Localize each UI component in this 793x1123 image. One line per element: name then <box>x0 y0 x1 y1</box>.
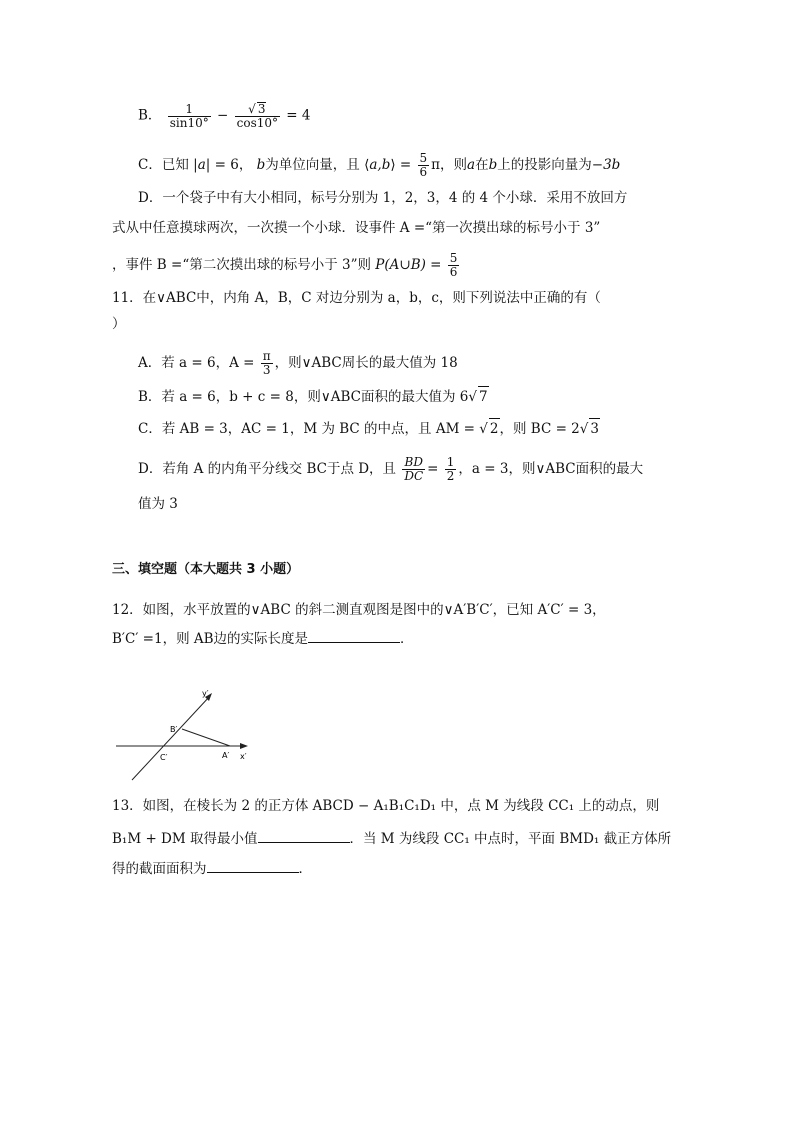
text: ． <box>298 861 312 877</box>
label-x-prime: x′ <box>240 752 247 761</box>
q11-option-a <box>138 350 458 377</box>
text: 上的投影向量为 <box>497 157 592 173</box>
q12-stem-line2 <box>112 628 414 649</box>
q13-stem-line1: 13．如图，在棱长为 2 的正方体 ABCD − A₁B₁C₁D₁ 中，点 M 为线段 CC₁ 上的动点，则 <box>112 798 660 814</box>
q11-option-d-line2: 值为 3 <box>138 496 178 512</box>
equals: = <box>427 461 439 477</box>
projection-vector: −3b <box>591 157 621 173</box>
y-prime-axis <box>132 696 210 780</box>
sqrt-radicand: 3 <box>257 102 266 116</box>
answer-blank[interactable] <box>308 628 400 643</box>
q11-stem-line1: 11．在∨ABC中，内角 A，B，C 对边分别为 a，b，c，则下列说法中正确的有（ <box>112 290 601 306</box>
text: 得的截面面积为 <box>112 861 207 877</box>
equals: = <box>399 157 412 173</box>
text: ，事件 B =“第二次摸出球的标号小于 3”则 <box>112 257 371 273</box>
answer-blank[interactable] <box>258 828 350 843</box>
text: B₁M + DM 取得最小值 <box>112 831 258 847</box>
text: ． <box>400 631 414 647</box>
numerator: 1 <box>446 455 455 469</box>
equation-rhs: = 4 <box>286 107 311 124</box>
label-c-prime: C′ <box>160 753 168 762</box>
segment-b-a <box>182 729 230 746</box>
answer-blank[interactable] <box>207 858 299 873</box>
q13-stem-line3 <box>112 858 312 879</box>
vector-b: b <box>256 157 266 173</box>
text: π，则 <box>431 157 468 173</box>
abs-vector-a: |a| <box>193 157 211 173</box>
text: ，则 BC = 2 <box>499 421 580 437</box>
text: ，a = 3，则∨ABC面积的最大 <box>458 461 644 477</box>
fraction <box>402 456 425 483</box>
q10-option-d-line2: 式从中任意摸球两次，一次摸一个小球．设事件 A =“第一次摸出球的标号小于 3” <box>112 220 601 236</box>
numerator: 1 <box>168 103 211 117</box>
angle-vectors: a,b <box>369 157 391 173</box>
vector-a: a <box>467 157 476 173</box>
fraction <box>235 102 280 130</box>
text: ．当 M 为线段 CC₁ 中点时，平面 BMD₁ 截正方体所 <box>349 831 672 847</box>
option-label: C．已知 <box>138 157 189 173</box>
q11-stem-line2: ） <box>112 316 126 332</box>
text: C．若 AB = 3，AC = 1，M 为 BC 的中点，且 AM = <box>138 421 475 437</box>
vector-b: b <box>488 157 498 173</box>
fraction <box>418 152 430 179</box>
numerator: 5 <box>449 251 458 265</box>
section-heading: 三、填空题（本大题共 3 小题） <box>112 562 300 577</box>
minus-sign: − <box>217 107 229 124</box>
fraction <box>261 350 273 377</box>
text: 在 <box>475 157 489 173</box>
q10-option-c <box>138 152 620 179</box>
q10-option-d-line3 <box>112 252 461 279</box>
option-label: B． <box>138 107 162 124</box>
vector-a: a <box>197 157 206 173</box>
text: D．若角 A 的内角平分线交 BC于点 D，且 <box>138 461 397 477</box>
text: 为单位向量，且 <box>265 157 360 173</box>
probability-expression: P(A∪B) = <box>375 257 442 273</box>
q11-option-c: C．若 AB = 3，AC = 1，M 为 BC 的中点，且 AM = √ 2，则 BC = 2√ 3 <box>138 418 600 439</box>
label-a-prime: A′ <box>222 751 230 760</box>
text: ，则∨ABC周长的最大值为 18 <box>274 355 458 371</box>
fraction <box>445 456 457 483</box>
fraction <box>168 103 211 130</box>
sqrt-radicand: 3 <box>589 418 600 439</box>
text: A．若 a = 6，A = <box>138 355 255 371</box>
q11-option-b: B．若 a = 6，b + c = 8，则∨ABC面积的最大值为 6√ 7 <box>138 386 489 407</box>
denominator: 6 <box>449 265 458 279</box>
oblique-projection-figure <box>112 684 262 784</box>
denominator: 3 <box>262 363 271 377</box>
numerator: 5 <box>419 151 428 165</box>
numerator: √ 3 <box>235 102 280 117</box>
fraction <box>448 252 460 279</box>
label-y-prime: y′ <box>202 689 209 698</box>
numerator: BD <box>402 456 425 470</box>
angle-bracket: ⟨a,b⟩ <box>364 157 396 173</box>
sqrt-radicand: 7 <box>478 386 489 407</box>
q13-stem-line2 <box>112 828 671 849</box>
q11-option-d-line1 <box>138 456 643 483</box>
text: B′C′ =1，则 AB边的实际长度是 <box>112 631 309 647</box>
q12-stem-line1: 12．如图，水平放置的∨ABC 的斜二测直观图是图中的∨A′B′C′，已知 A′C′ = 3， <box>112 602 606 618</box>
numerator: π <box>262 349 271 363</box>
denominator: cos10° <box>236 116 278 130</box>
x-axis-arrow-icon <box>240 743 248 749</box>
q10-option-b <box>138 102 311 130</box>
denominator: DC <box>404 469 424 483</box>
label-b-prime: B′ <box>170 725 178 734</box>
text: = 6， <box>214 157 253 173</box>
text: B．若 a = 6，b + c = 8，则∨ABC面积的最大值为 6 <box>138 389 469 405</box>
denominator: 6 <box>419 165 428 179</box>
q10-option-d-line1: D．一个袋子中有大小相同，标号分别为 1，2，3，4 的 4 个小球．采用不放回方 <box>138 190 628 206</box>
sqrt-radicand: 2 <box>489 418 500 439</box>
denominator: 2 <box>446 469 455 483</box>
denominator: sin10° <box>169 115 209 130</box>
